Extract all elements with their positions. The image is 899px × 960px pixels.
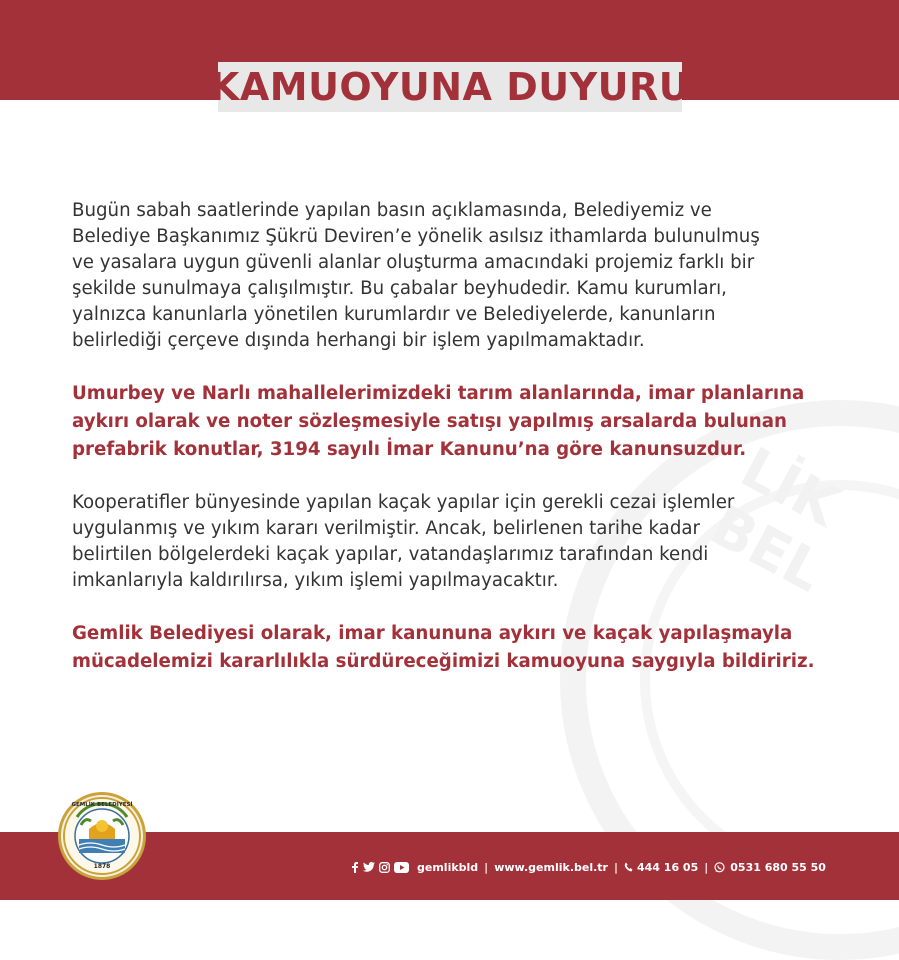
paragraph-line: Kooperatifler bünyesinde yapılan kaçak yapılar için gerekli cezai işlemler: [72, 492, 735, 513]
paragraph-line: Belediye Başkanımız Şükrü Deviren’e yönelik asılsız ithamlarda bulunulmuş: [72, 226, 760, 247]
paragraph-3: [72, 490, 852, 594]
paragraph-line: şekilde sunulmaya çalışılmıştır. Bu çabalar beyhudedir. Kamu kurumları,: [72, 278, 727, 299]
whatsapp-icon: [714, 862, 725, 873]
page-title: KAMUOYUNA DUYURU: [209, 65, 691, 109]
paragraph-line: aykırı olarak ve noter sözleşmesiyle satışı yapılmış arsalarda bulunan: [72, 411, 787, 432]
paragraph-line: belirtilen bölgelerdeki kaçak yapılar, vatandaşlarımız tarafından kendi: [72, 544, 709, 565]
watermark-text: LİK BEL: [699, 435, 850, 606]
whatsapp-number[interactable]: 0531 680 55 50: [730, 860, 826, 874]
youtube-icon[interactable]: [394, 862, 409, 873]
paragraph-line: imkanlarıyla kaldırılırsa, yıkım işlemi yapılmayacaktır.: [72, 570, 559, 591]
contact-footer: [352, 857, 826, 877]
paragraph-line: Umurbey ve Narlı mahallelerimizdeki tarım alanlarında, imar planlarına: [72, 383, 805, 404]
paragraph-line: yalnızca kanunlarla yönetilen kurumlardır ve Belediyelerde, kanunların: [72, 304, 716, 325]
paragraph-line: prefabrik konutlar, 3194 sayılı İmar Kanunu’na göre kanunsuzdur.: [72, 439, 747, 460]
social-handle[interactable]: gemlikbld: [417, 860, 479, 874]
facebook-icon[interactable]: [352, 862, 358, 873]
twitter-icon[interactable]: [363, 862, 375, 872]
phone-number[interactable]: 444 16 05: [637, 860, 699, 874]
paragraph-line: uygulanmış ve yıkım kararı verilmiştir. Ancak, belirlenen tarihe kadar: [72, 518, 700, 539]
paragraph-line: mücadelemizi kararlılıkla sürdüreceğimizi kamuoyuna saygıyla bildiririz.: [72, 651, 815, 672]
paragraph-4: [72, 620, 852, 676]
footer-separator: |: [613, 860, 618, 874]
paragraph-1: [72, 198, 852, 354]
footer-separator: |: [704, 860, 709, 874]
logo-year: 1878: [93, 863, 111, 870]
announcement-body: [72, 198, 852, 702]
logo-top-text: GEMLİK BELEDİYESİ: [71, 802, 133, 808]
phone-icon: [624, 862, 633, 872]
title-box: [209, 62, 691, 112]
paragraph-2: [72, 380, 852, 464]
paragraph-line: ve yasalara uygun güvenli alanlar oluşturma amacındaki projemiz farklı bir: [72, 252, 755, 273]
footer-separator: |: [484, 860, 489, 874]
municipality-logo: [58, 792, 146, 880]
website-link[interactable]: www.gemlik.bel.tr: [494, 860, 608, 874]
instagram-icon[interactable]: [379, 862, 390, 873]
paragraph-line: Bugün sabah saatlerinde yapılan basın açıklamasında, Belediyemiz ve: [72, 200, 712, 221]
paragraph-line: belirlediği çerçeve dışında herhangi bir işlem yapılmamaktadır.: [72, 330, 645, 351]
paragraph-line: Gemlik Belediyesi olarak, imar kanununa aykırı ve kaçak yapılaşmayla: [72, 623, 793, 644]
